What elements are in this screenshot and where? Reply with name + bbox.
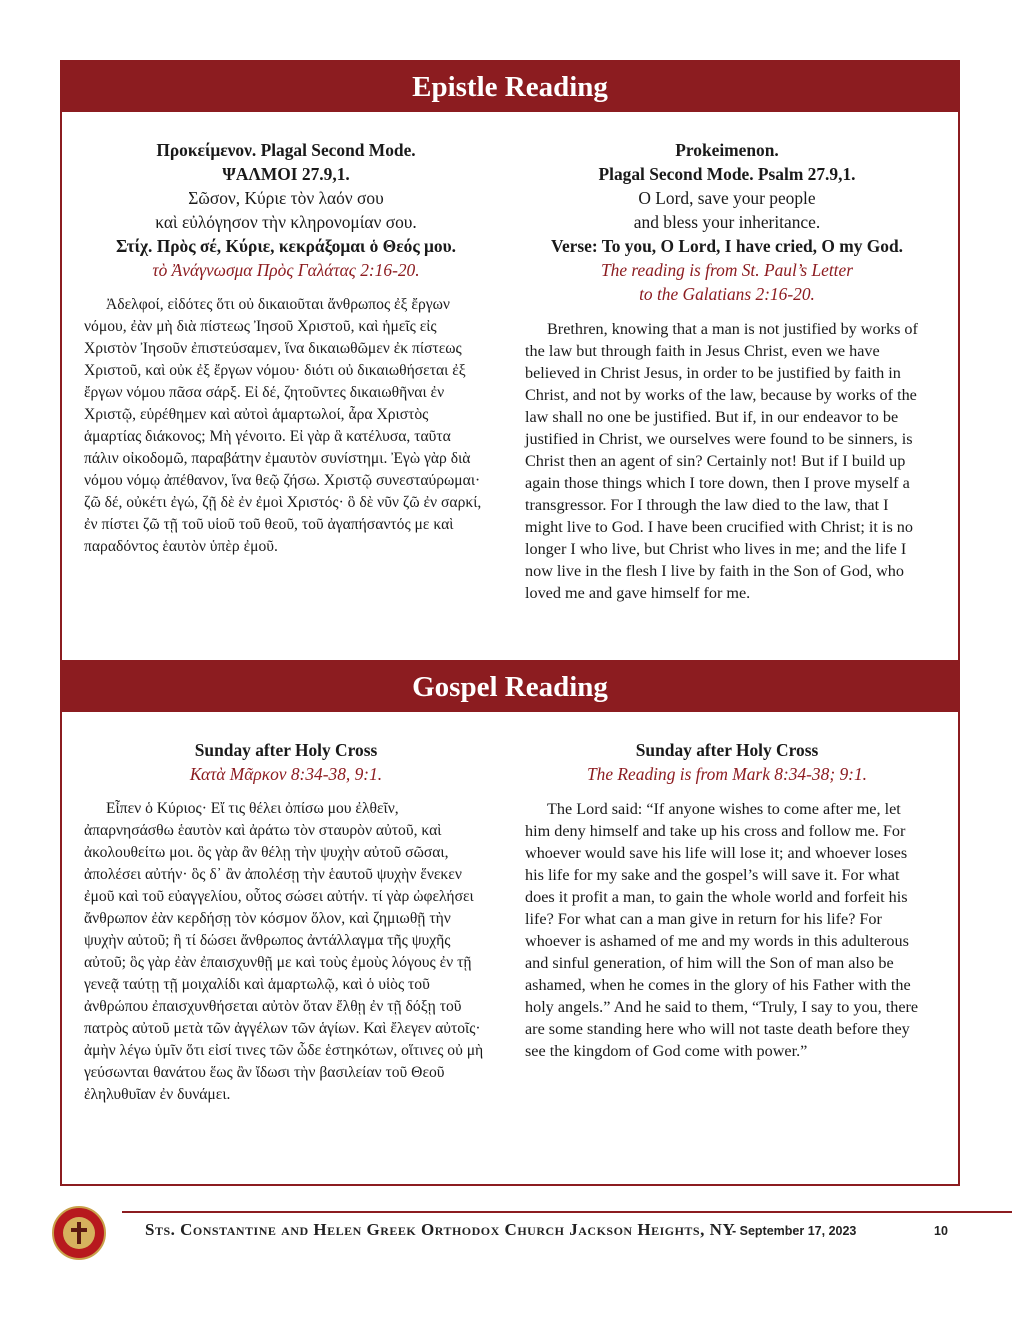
epistle-section: [60, 60, 960, 662]
gospel-english-text: The Lord said: “If anyone wishes to come after me, let him deny himself and take up his cross and follow me. For whoever would save his life will lose it; and whoever loses his life for my sake and the gospel’s will save it. For what does it profit a man, to gain the whole world and forfeit his life? For what can a man give in return for his life? For whoever is ashamed of me and my words in this adulterous and sinful generation, of him will the Son of man also be ashamed, when he comes in the glory of his Father with the holy angels.” And he said to them, “Truly, I say to you, there are some standing here who will not taste death before they see the kingdom of God come with power.”: [525, 800, 919, 1060]
gospel-section: [60, 660, 960, 1186]
greek-verse-line-2: καὶ εὐλόγησον τὴν κληρονομίαν σου.: [155, 212, 417, 232]
epistle-english-text: Brethren, knowing that a man is not justified by works of the law but through faith in Jesus Christ, even we have believed in Christ Jesus, in order to be justified by faith in Christ, and not by works of the law, because by works of the law shall no one be justified. But if, in our endeavor to be justified in Christ, we ourselves were found to be sinners, is Christ then an agent of sin? Certainly not! But if I build up again those things which I tore down, then I prove myself a transgressor. For I through the law died to the law, that I might live to God. I have been crucified with Christ; it is no longer I who live, but Christ who lives in me; and the life I now live in the flesh I live by faith in the Son of God, who loved me and gave himself for me.: [525, 320, 918, 602]
english-reading-ref-2: to the Galatians 2:16-20.: [639, 284, 815, 304]
page-footer: [52, 1198, 962, 1268]
greek-stichos: Στίχ. Πρὸς σέ, Κύριε, κεκράξομαι ὁ Θεός μου.: [116, 236, 456, 256]
epistle-greek-text: Ἀδελφοί, εἰδότες ὅτι οὐ δικαιοῦται ἄνθρωπος ἐξ ἔργων νόμου, ἐὰν μὴ διὰ πίστεως Ἰησοῦ Χριστοῦ, καὶ ἡμεῖς εἰς Χριστὸν Ἰησοῦν ἐπιστεύσαμεν, ἵνα δικαιωθῶμεν ἐκ πίστεως Χριστοῦ, καὶ οὐκ ἐξ ἔργων νόμου· διότι οὐ δικαιωθήσεται ἐξ ἔργων νόμου πᾶσα σάρξ. Εἰ δέ, ζητοῦντες δικαιωθῆναι ἐν Χριστῷ, εὑρέθημεν καὶ αὐτοὶ ἁμαρτωλοί, ἆρα Χριστὸς ἁμαρτίας διάκονος; Μὴ γένοιτο. Εἰ γὰρ ἃ κατέλυσα, ταῦτα πάλιν οἰκοδομῶ, παραβάτην ἐμαυτὸν συνίστημι. Ἐγὼ γὰρ διὰ νόμου νόμῳ ἀπέθανον, ἵνα θεῷ ζήσω. Χριστῷ συνεσταύρωμαι· ζῶ δέ, οὐκέτι ἐγώ, ζῇ δὲ ἐν ἐμοὶ Χριστός· ὃ δὲ νῦν ζῶ ἐν σαρκί, ἐν πίστει ζῶ τῇ τοῦ υἱοῦ τοῦ θεοῦ, τοῦ ἀγαπήσαντός με καὶ παραδόντος ἑαυτὸν ὑπὲρ ἐμοῦ.: [84, 296, 482, 555]
page-number: 10: [934, 1224, 948, 1238]
epistle-english-column: [525, 138, 929, 604]
english-verse-line-2: and bless your inheritance.: [633, 212, 821, 232]
epistle-english-heading: [525, 138, 929, 306]
footer-divider: [122, 1211, 1012, 1213]
english-gospel-day: Sunday after Holy Cross: [635, 740, 819, 760]
gospel-english-column: [525, 738, 929, 1062]
greek-reading-ref: τὸ Ἀνάγνωσμα Πρὸς Γαλάτας 2:16-20.: [152, 260, 420, 280]
english-prokeimenon: Prokeimenon.: [675, 140, 779, 160]
gospel-greek-heading: [84, 738, 488, 786]
church-seal-icon: [52, 1206, 106, 1260]
gospel-greek-column: [84, 738, 488, 1106]
gospel-greek-text: Εἶπεν ὁ Κύριος· Εἴ τις θέλει ὀπίσω μου ἐλθεῖν, ἀπαρνησάσθω ἑαυτὸν καὶ ἀράτω τὸν σταυρὸν αὐτοῦ, καὶ ἀκολουθείτω μοι. ὃς γὰρ ἂν θέλῃ τὴν ψυχὴν αὐτοῦ σῶσαι, ἀπολέσει αὐτήν· ὃς δ᾽ ἂν ἀπολέσῃ τὴν ἑαυτοῦ ψυχὴν ἕνεκεν ἐμοῦ καὶ τοῦ εὐαγγελίου, οὗτος σώσει αὐτήν. τί γὰρ ὠφελήσει ἄνθρωπον ἐὰν κερδήσῃ τὸν κόσμον ὅλον, καὶ ζημιωθῇ τὴν ψυχὴν αὐτοῦ; ἢ τί δώσει ἄνθρωπος ἀντάλλαγμα τῆς ψυχῆς αὐτοῦ; ὃς γὰρ ἐὰν ἐπαισχυνθῇ με καὶ τοὺς ἐμοὺς λόγους ἐν τῇ γενεᾷ ταύτῃ τῇ μοιχαλίδι καὶ ἁμαρτωλῷ, καὶ ὁ υἱὸς τοῦ ἀνθρώπου ἐπαισχυνθήσεται αὐτὸν ὅταν ἔλθῃ ἐν τῇ δόξῃ τοῦ πατρὸς αὐτοῦ μετὰ τῶν ἀγγέλων τῶν ἁγίων. Καὶ ἔλεγεν αὐτοῖς· ἀμὴν λέγω ὑμῖν ὅτι εἰσί τινες τῶν ὧδε ἑστηκότων, οἵτινες οὐ μὴ γεύσωνται θανάτου ἕως ἂν ἴδωσι τὴν βασιλείαν τοῦ Θεοῦ ἐληλυθυῖαν ἐν δυνάμει.: [84, 800, 484, 1103]
greek-verse-line-1: Σῶσον, Κύριε τὸν λαόν σου: [188, 188, 384, 208]
greek-prokeimenon: Προκείμενον. Plagal Second Mode.: [156, 140, 416, 160]
english-reading-ref-1: The reading is from St. Paul’s Letter: [600, 260, 853, 280]
footer-date: - September 17, 2023: [732, 1224, 857, 1238]
english-verse-line-1: O Lord, save your people: [638, 188, 816, 208]
greek-gospel-day: Sunday after Holy Cross: [194, 740, 378, 760]
epistle-greek-column: [84, 138, 488, 558]
gospel-title: Gospel Reading: [62, 662, 958, 712]
epistle-greek-heading: [84, 138, 488, 282]
greek-gospel-ref: Κατὰ Μᾶρκον 8:34-38, 9:1.: [189, 764, 383, 784]
english-gospel-ref: The Reading is from Mark 8:34-38; 9:1.: [587, 764, 867, 784]
english-psalm-ref: Plagal Second Mode. Psalm 27.9,1.: [598, 164, 856, 184]
gospel-english-heading: [525, 738, 929, 786]
footer-church-name: Sts. Constantine and Helen Greek Orthodox Church Jackson Heights, NY: [145, 1220, 736, 1239]
english-verse: Verse: To you, O Lord, I have cried, O my God.: [550, 236, 903, 256]
greek-psalm-ref: ΨΑΛΜΟΙ 27.9,1.: [222, 164, 350, 184]
epistle-title: Epistle Reading: [62, 62, 958, 112]
